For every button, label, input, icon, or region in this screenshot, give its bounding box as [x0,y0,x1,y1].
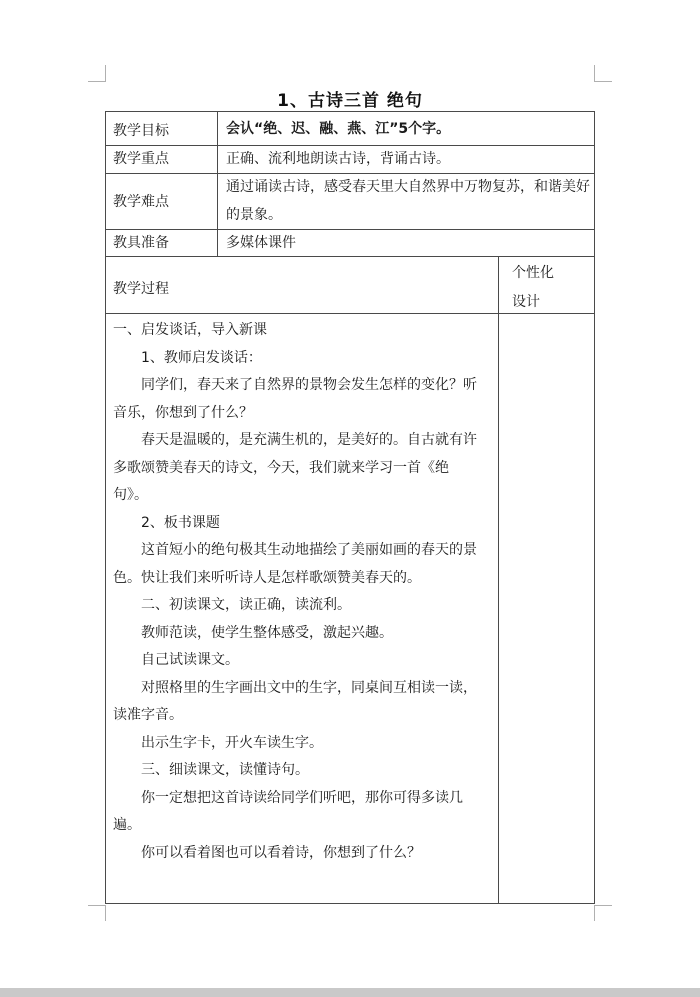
body-line: 同学们，春天来了自然界的景物会发生怎样的变化？听 [113,377,477,393]
row-value-key-point: 正确、流利地朗读古诗，背诵古诗。 [226,151,450,167]
row-label-difficulty: 教学难点 [113,194,169,210]
row-value-difficulty-line-2: 的景象。 [226,207,282,223]
row-label-objective: 教学目标 [113,123,169,139]
lesson-process-body [113,317,498,867]
body-line: 色。快让我们来听听诗人是怎样歌颂赞美春天的。 [113,569,421,586]
body-line: 自己试读课文。 [113,652,239,668]
body-line: 你可以看着图也可以看着诗，你想到了什么？ [113,844,421,861]
row-label-key-point: 教学重点 [113,151,169,167]
crop-mark [594,905,612,906]
page-title: 1、古诗三首 绝句 [277,91,423,111]
page-footer-bar [0,988,700,997]
row-label-materials: 教具准备 [113,235,169,251]
crop-mark [594,905,595,921]
crop-mark [105,905,106,921]
body-line: 句》。 [113,487,148,503]
side-column-label-line-1: 个性化 [512,265,554,281]
crop-mark [594,81,612,82]
body-line: 一、启发谈话，导入新课 [113,322,267,338]
body-line: 春天是温暖的，是充满生机的，是美好的。自古就有许 [113,432,477,448]
body-line: 对照格里的生字画出文中的生字，同桌间互相读一读， [113,679,477,696]
body-line: 教师范读，使学生整体感受，激起兴趣。 [113,624,393,641]
row-value-objective: 会认“绝、迟、融、燕、江”5个字。 [226,121,451,137]
crop-mark [88,81,106,82]
body-line: 二、初读课文，读正确，读流利。 [113,597,351,613]
body-line: 2、板书课题 [113,514,220,531]
side-column-label-line-2: 设计 [512,294,540,310]
row-value-difficulty-line-1: 通过诵读古诗，感受春天里大自然界中万物复苏，和谐美好 [226,179,590,195]
body-line: 三、细读课文，读懂诗句。 [113,762,309,778]
body-line: 1、教师启发谈话： [113,349,262,366]
crop-mark [594,65,595,81]
body-line: 多歌颂赞美春天的诗文，今天，我们就来学习一首《绝 [113,459,449,476]
body-line: 这首短小的绝句极其生动地描绘了美丽如画的春天的景 [113,542,477,558]
lesson-plan-table [105,111,595,904]
crop-mark [88,905,106,906]
crop-mark [105,65,106,81]
body-line: 你一定想把这首诗读给同学们听吧，那你可得多读几 [113,789,463,806]
row-value-materials: 多媒体课件 [226,235,296,251]
process-label: 教学过程 [113,281,169,297]
body-line: 出示生字卡，开火车读生字。 [113,734,323,751]
body-line: 音乐，你想到了什么？ [113,404,253,421]
body-line: 遍。 [113,817,141,833]
body-line: 读准字音。 [113,707,183,723]
